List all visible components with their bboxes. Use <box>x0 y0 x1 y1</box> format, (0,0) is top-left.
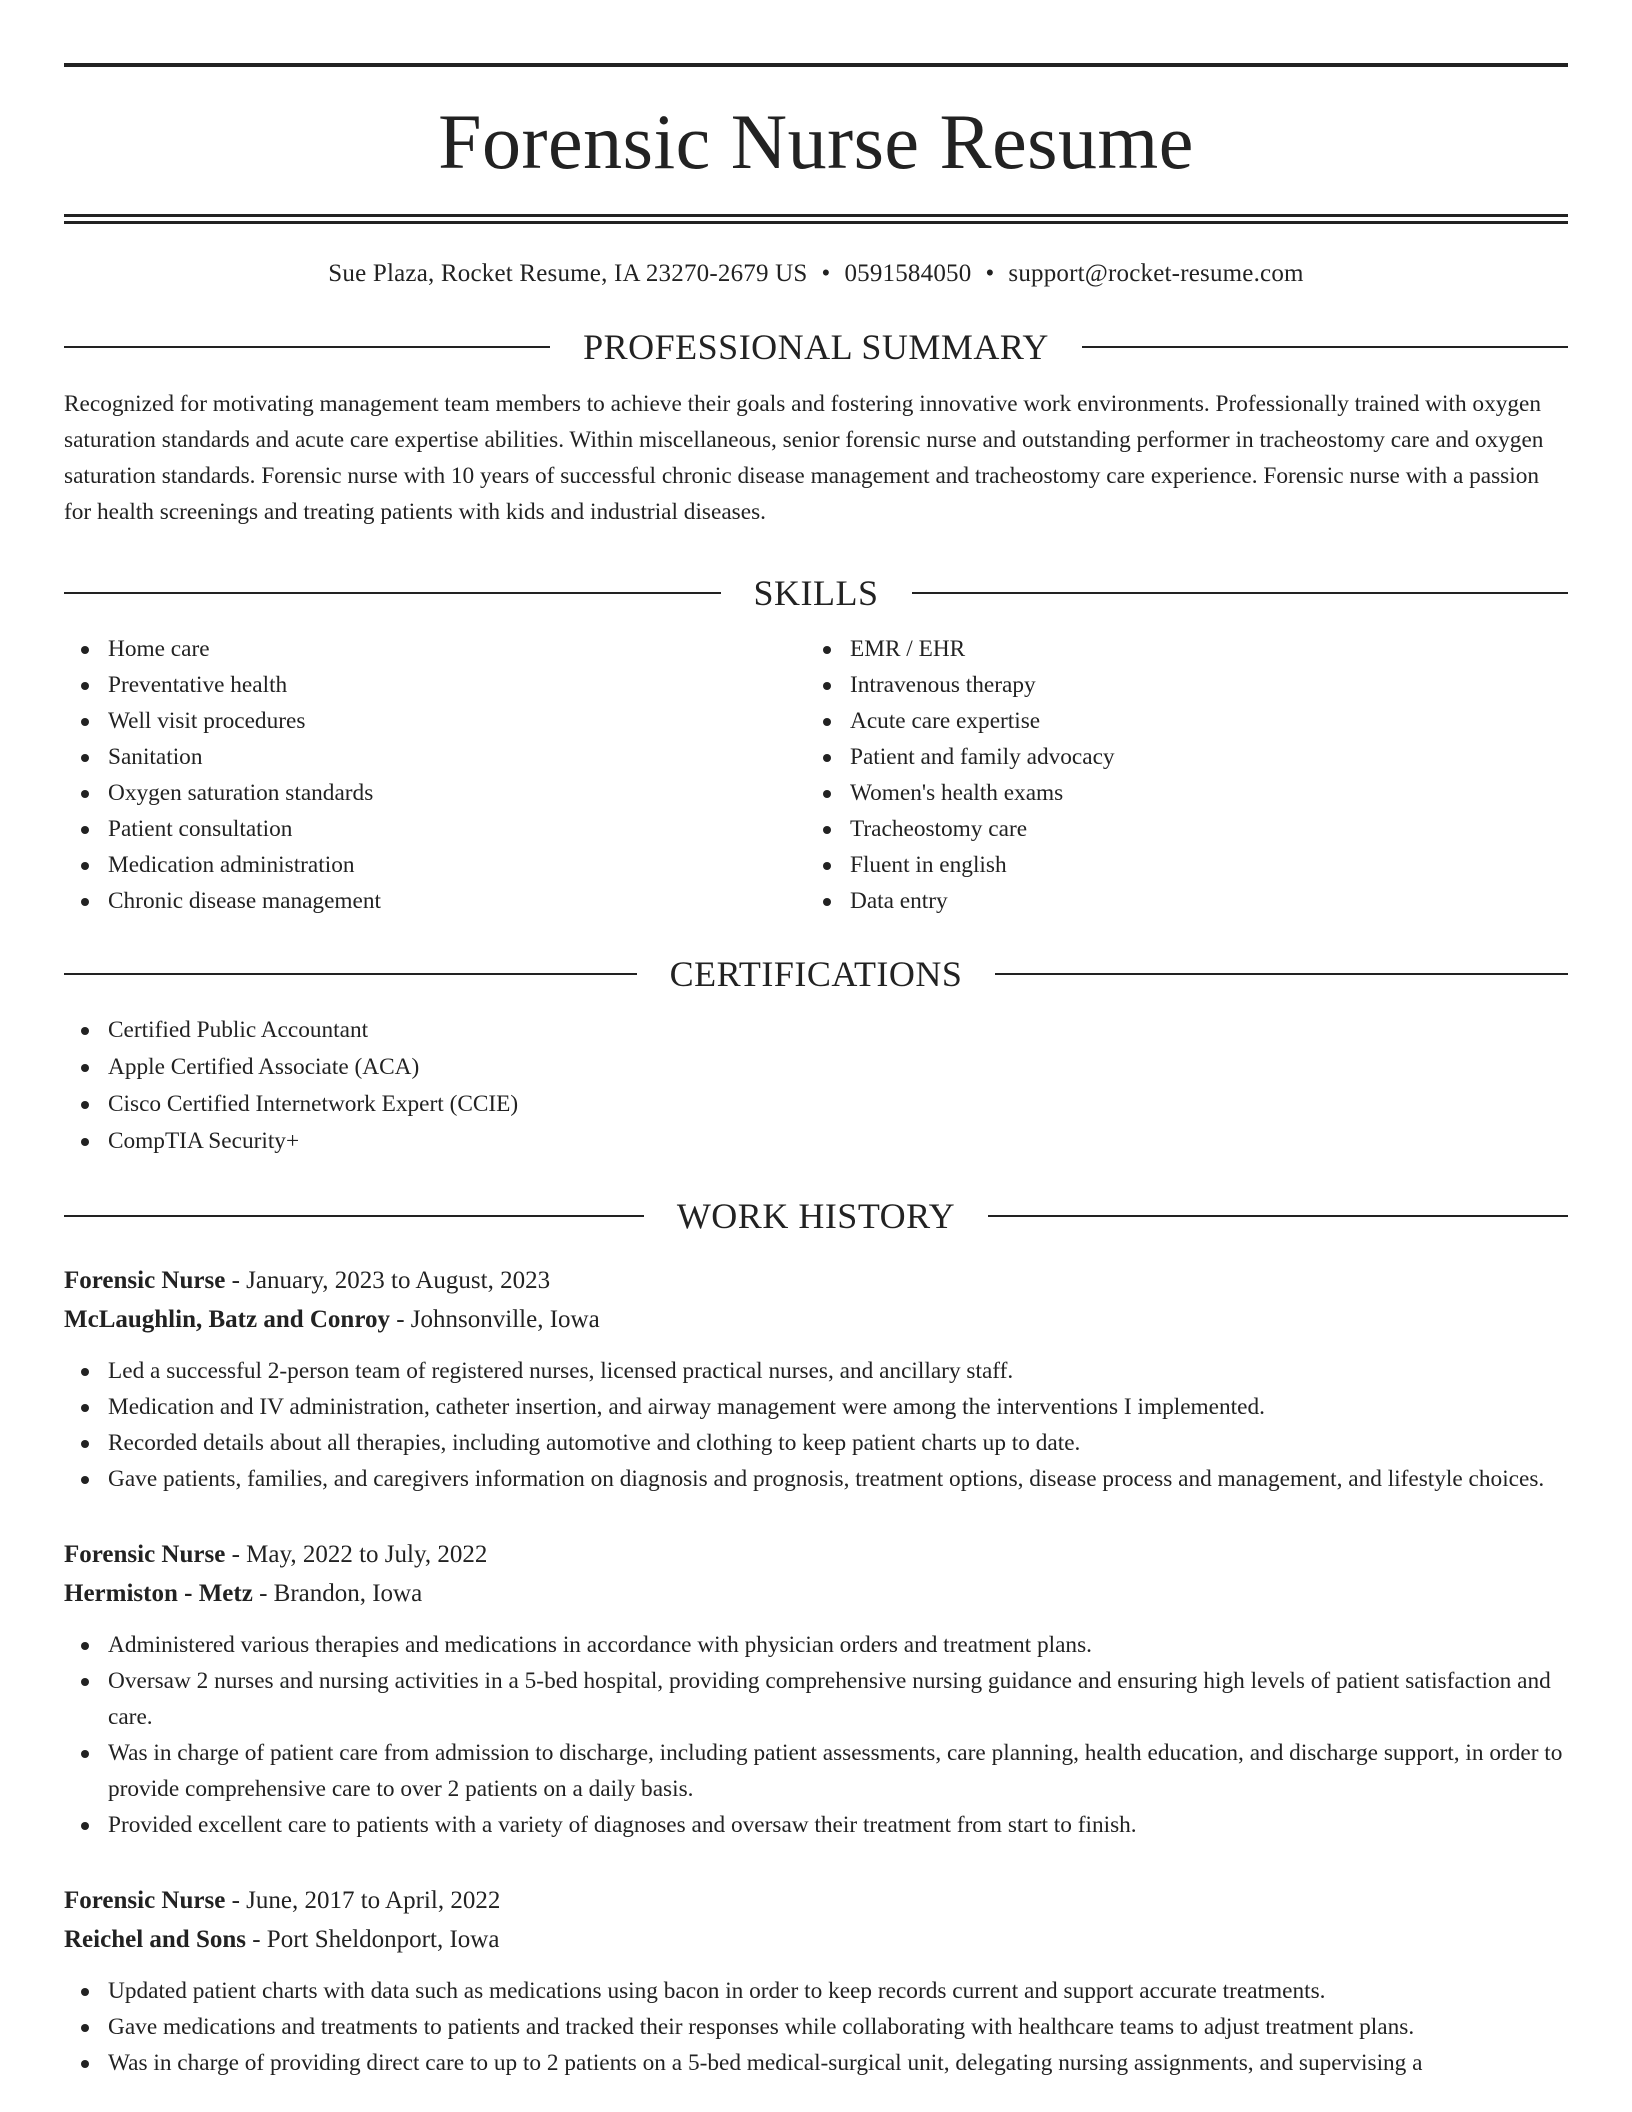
top-rule <box>64 63 1568 67</box>
skill-item <box>806 883 1548 919</box>
certification-item <box>64 1086 1568 1123</box>
bullet-icon <box>823 826 831 834</box>
skill-item <box>806 631 1548 667</box>
job-location: - Johnsonville, Iowa <box>389 1306 600 1333</box>
skill-item-text: Patient consultation <box>108 816 293 842</box>
skill-item <box>806 667 1548 703</box>
bullet-icon <box>823 862 831 870</box>
skill-item-text: Home care <box>108 636 210 662</box>
section-title-skills: SKILLS <box>753 573 879 613</box>
skill-item-text: Tracheostomy care <box>850 816 1028 842</box>
skill-item-text: Women's health exams <box>850 780 1064 806</box>
job-dates: - January, 2023 to August, 2023 <box>225 1267 551 1294</box>
skill-item <box>64 667 806 703</box>
bullet-icon <box>81 1988 89 1996</box>
skill-item-text: Patient and family advocacy <box>850 744 1115 770</box>
job-duty-item <box>64 1389 1568 1425</box>
job-duty-item <box>64 1461 1568 1497</box>
certification-item <box>64 1123 1568 1160</box>
bullet-icon <box>81 2024 89 2032</box>
skills-columns <box>64 631 1568 919</box>
skills-list-right <box>806 631 1548 919</box>
section-title-certifications: CERTIFICATIONS <box>669 954 963 994</box>
job-duty-item-text: Updated patient charts with data such as medications using bacon in order to keep records current and support accurate treatments. <box>108 1978 1326 2004</box>
bullet-icon <box>81 1642 89 1650</box>
bullet-icon <box>81 826 89 834</box>
bullet-icon <box>81 646 89 654</box>
certification-item <box>64 1049 1568 1086</box>
divider-line <box>912 592 1569 594</box>
skill-item-text: Medication administration <box>108 852 355 878</box>
bullet-icon <box>823 790 831 798</box>
divider-line <box>64 346 550 348</box>
contact-phone: 0591584050 <box>844 260 972 287</box>
bullet-icon <box>81 1822 89 1830</box>
summary-paragraph: Recognized for motivating management team members to achieve their goals and fostering innovative work environments. Professionally trained with oxygen saturation standards and acute care expertise abilities. Within miscellaneous, senior forensic nurse and outstanding performer in tracheostomy care and oxygen saturation standards. Forensic nurse with 10 years of successful chronic disease management and tracheostomy care experience. Forensic nurse with a passion for health screenings and treating patients with kids and industrial diseases. <box>64 391 1544 525</box>
job-location: - Brandon, Iowa <box>252 1580 423 1607</box>
skill-item-text: EMR / EHR <box>850 636 966 662</box>
bullet-icon <box>823 682 831 690</box>
bullet-icon <box>81 1101 89 1109</box>
bullet-icon <box>81 1138 89 1146</box>
skill-item-text: Acute care expertise <box>850 708 1041 734</box>
job-duty-item-text: Oversaw 2 nurses and nursing activities in a 5-bed hospital, providing comprehensive nursing guidance and ensuring high levels of patient satisfaction and care. <box>108 1668 1551 1730</box>
skill-item <box>64 847 806 883</box>
contact-address: Sue Plaza, Rocket Resume, IA 23270-2679 US <box>328 260 808 287</box>
skill-item-text: Intravenous therapy <box>850 672 1036 698</box>
bullet-icon <box>81 718 89 726</box>
certification-item-text: Apple Certified Associate (ACA) <box>108 1054 420 1080</box>
skill-item-text: Data entry <box>850 888 948 914</box>
job-company-line <box>64 1574 1568 1613</box>
divider-line <box>64 1215 644 1217</box>
job-company-line <box>64 1920 1568 1959</box>
job-duty-item-text: Medication and IV administration, catheter insertion, and airway management were among the interventions I implemented. <box>108 1394 1265 1420</box>
bullet-icon <box>81 2060 89 2068</box>
bullet-icon <box>81 1750 89 1758</box>
skill-item <box>64 739 806 775</box>
skill-item-text: Preventative health <box>108 672 288 698</box>
job-title: Forensic Nurse <box>64 1887 226 1914</box>
job-company: McLaughlin, Batz and Conroy <box>64 1306 390 1333</box>
skill-item-text: Well visit procedures <box>108 708 306 734</box>
divider-line <box>995 973 1568 975</box>
bullet-icon <box>823 754 831 762</box>
bullet-icon <box>81 1368 89 1376</box>
job-title-line <box>64 1881 1568 1920</box>
skill-item-text: Sanitation <box>108 744 203 770</box>
job-duties-list <box>64 1353 1568 1497</box>
skill-item <box>806 775 1548 811</box>
job-entry <box>64 1881 1568 2081</box>
section-title-summary: PROFESSIONAL SUMMARY <box>583 327 1049 367</box>
bullet-icon <box>81 862 89 870</box>
job-duty-item-text: Administered various therapies and medications in accordance with physician orders and treatment plans. <box>108 1632 1092 1658</box>
skill-item-text: Chronic disease management <box>108 888 381 914</box>
skill-item <box>806 703 1548 739</box>
contact-separator: • <box>821 260 831 287</box>
skill-item <box>64 631 806 667</box>
job-duty-item <box>64 1807 1568 1843</box>
bullet-icon <box>81 1678 89 1686</box>
bullet-icon <box>81 1404 89 1412</box>
job-title-line <box>64 1261 1568 1300</box>
job-entry <box>64 1261 1568 1497</box>
skill-item <box>64 703 806 739</box>
job-duty-item-text: Was in charge of patient care from admission to discharge, including patient assessments, care planning, health education, and discharge support, in order to provide comprehensive care to over 2 patients on a daily basis. <box>108 1740 1563 1802</box>
bullet-icon <box>81 1440 89 1448</box>
skill-item <box>64 811 806 847</box>
certification-item <box>64 1012 1568 1049</box>
job-duty-item <box>64 1627 1568 1663</box>
certifications-list <box>64 1012 1568 1160</box>
section-header-summary <box>64 329 1568 365</box>
job-duty-item-text: Gave patients, families, and caregivers information on diagnosis and prognosis, treatment options, disease process and management, and lifestyle choices. <box>108 1466 1545 1492</box>
section-header-skills <box>64 575 1568 611</box>
divider-line <box>64 973 637 975</box>
job-duty-item <box>64 1663 1568 1735</box>
job-duties-list <box>64 1627 1568 1843</box>
title-double-rule <box>64 214 1568 224</box>
certification-item-text: Certified Public Accountant <box>108 1017 369 1043</box>
bullet-icon <box>823 898 831 906</box>
skill-item <box>806 847 1548 883</box>
job-duty-item <box>64 1425 1568 1461</box>
skill-item-text: Oxygen saturation standards <box>108 780 374 806</box>
job-duties-list <box>64 1973 1568 2081</box>
contact-line <box>64 261 1568 286</box>
bullet-icon <box>81 1064 89 1072</box>
job-duty-item-text: Was in charge of providing direct care to up to 2 patients on a 5-bed medical-surgical unit, delegating nursing assignments, and supervising a <box>108 2050 1423 2076</box>
contact-email: support@rocket-resume.com <box>1008 260 1304 287</box>
divider-line <box>64 592 721 594</box>
bullet-icon <box>823 646 831 654</box>
skill-item <box>64 883 806 919</box>
job-company: Reichel and Sons <box>64 1926 246 1953</box>
skill-item <box>64 775 806 811</box>
bullet-icon <box>823 718 831 726</box>
section-header-work-history <box>64 1198 1568 1234</box>
job-duty-item-text: Recorded details about all therapies, including automotive and clothing to keep patient charts up to date. <box>108 1430 1081 1456</box>
job-title-line <box>64 1535 1568 1574</box>
work-history-list <box>64 1261 1568 2081</box>
job-dates: - June, 2017 to April, 2022 <box>225 1887 501 1914</box>
skill-item <box>806 739 1548 775</box>
bullet-icon <box>81 682 89 690</box>
divider-line <box>1082 346 1568 348</box>
contact-separator: • <box>985 260 995 287</box>
skills-list-left <box>64 631 806 919</box>
job-duty-item <box>64 1973 1568 2009</box>
bullet-icon <box>81 898 89 906</box>
bullet-icon <box>81 790 89 798</box>
certification-item-text: Cisco Certified Internetwork Expert (CCIE) <box>108 1091 519 1117</box>
job-duty-item <box>64 1735 1568 1807</box>
job-title: Forensic Nurse <box>64 1267 226 1294</box>
bullet-icon <box>81 1476 89 1484</box>
job-dates: - May, 2022 to July, 2022 <box>225 1541 488 1568</box>
job-duty-item-text: Provided excellent care to patients with a variety of diagnoses and oversaw their treatment from start to finish. <box>108 1812 1137 1838</box>
job-location: - Port Sheldonport, Iowa <box>245 1926 500 1953</box>
job-duty-item-text: Led a successful 2-person team of registered nurses, licensed practical nurses, and ancillary staff. <box>108 1358 1014 1384</box>
section-header-certifications <box>64 956 1568 992</box>
skill-item <box>806 811 1548 847</box>
job-duty-item-text: Gave medications and treatments to patients and tracked their responses while collaborating with healthcare teams to adjust treatment plans. <box>108 2014 1415 2040</box>
job-company: Hermiston - Metz <box>64 1580 253 1607</box>
job-company-line <box>64 1300 1568 1339</box>
skill-item-text: Fluent in english <box>850 852 1007 878</box>
resume-title: Forensic Nurse Resume <box>438 98 1194 185</box>
job-duty-item <box>64 1353 1568 1389</box>
certification-item-text: CompTIA Security+ <box>108 1128 300 1154</box>
job-duty-item <box>64 2009 1568 2045</box>
divider-line <box>988 1215 1568 1217</box>
bullet-icon <box>81 754 89 762</box>
job-entry <box>64 1535 1568 1843</box>
bullet-icon <box>81 1027 89 1035</box>
job-title: Forensic Nurse <box>64 1541 226 1568</box>
section-title-work-history: WORK HISTORY <box>676 1196 956 1236</box>
job-duty-item <box>64 2045 1568 2081</box>
